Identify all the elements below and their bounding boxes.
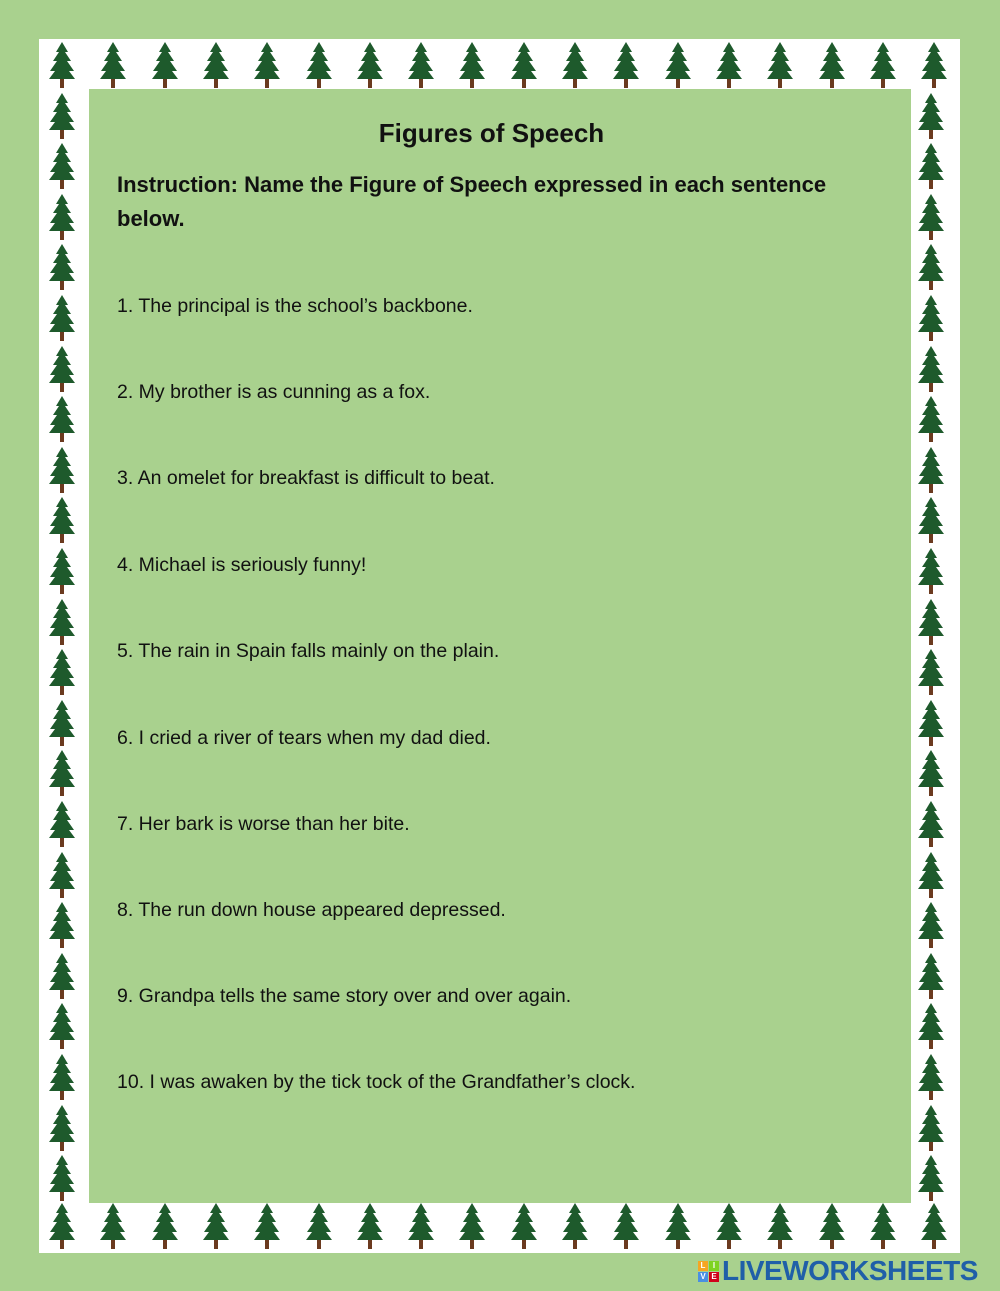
pine-tree-icon [48, 801, 76, 847]
question-1: 1. The principal is the school’s backbone. [117, 295, 473, 317]
question-10: 10. I was awaken by the tick tock of the Grandfather’s clock. [117, 1071, 636, 1093]
pine-tree-icon [917, 1105, 945, 1151]
pine-tree-icon [715, 1203, 743, 1249]
pine-tree-icon [917, 1054, 945, 1100]
liveworksheets-logo-icon [698, 1261, 719, 1282]
pine-tree-icon [407, 42, 435, 88]
pine-tree-icon [48, 42, 76, 88]
liveworksheets-logo[interactable] [698, 1254, 978, 1288]
logo-letter: E [709, 1272, 719, 1282]
pine-tree-icon [664, 1203, 692, 1249]
pine-tree-icon [917, 396, 945, 442]
question-9: 9. Grandpa tells the same story over and over again. [117, 985, 572, 1007]
pine-tree-icon [715, 42, 743, 88]
pine-tree-icon [202, 1203, 230, 1249]
pine-tree-icon [869, 1203, 897, 1249]
pine-tree-icon [917, 801, 945, 847]
pine-tree-icon [917, 244, 945, 290]
pine-tree-icon [920, 42, 948, 88]
pine-tree-icon [920, 1203, 948, 1249]
brand-name: LIVEWORKSHEETS [722, 1255, 978, 1286]
pine-tree-icon [766, 1203, 794, 1249]
pine-tree-icon [917, 447, 945, 493]
pine-tree-icon [917, 599, 945, 645]
pine-tree-icon [917, 649, 945, 695]
pine-tree-icon [48, 548, 76, 594]
pine-tree-icon [202, 42, 230, 88]
instruction-text: Instruction: Name the Figure of Speech expressed in each sentence below. [117, 172, 827, 231]
pine-tree-icon [917, 700, 945, 746]
logo-letter: V [698, 1272, 708, 1282]
pine-tree-icon [99, 42, 127, 88]
pine-tree-icon [48, 1003, 76, 1049]
pine-tree-icon [561, 42, 589, 88]
pine-tree-icon [48, 194, 76, 240]
pine-tree-icon [917, 143, 945, 189]
pine-tree-icon [48, 599, 76, 645]
pine-tree-icon [48, 447, 76, 493]
pine-tree-icon [917, 750, 945, 796]
pine-tree-icon [917, 1155, 945, 1201]
pine-tree-icon [917, 902, 945, 948]
pine-tree-icon [917, 1003, 945, 1049]
pine-tree-icon [917, 852, 945, 898]
pine-tree-icon [48, 1054, 76, 1100]
pine-tree-icon [458, 1203, 486, 1249]
pine-tree-icon [48, 852, 76, 898]
pine-tree-icon [48, 143, 76, 189]
pine-tree-icon [612, 1203, 640, 1249]
pine-tree-icon [818, 1203, 846, 1249]
pine-tree-icon [48, 295, 76, 341]
pine-tree-icon [818, 42, 846, 88]
pine-tree-icon [48, 1155, 76, 1201]
pine-tree-icon [458, 42, 486, 88]
pine-tree-icon [48, 244, 76, 290]
pine-tree-icon [305, 42, 333, 88]
pine-tree-icon [48, 700, 76, 746]
pine-tree-icon [253, 42, 281, 88]
question-5: 5. The rain in Spain falls mainly on the plain. [117, 640, 500, 662]
pine-tree-icon [48, 346, 76, 392]
pine-tree-icon [48, 649, 76, 695]
question-4: 4. Michael is seriously funny! [117, 554, 367, 576]
pine-tree-icon [869, 42, 897, 88]
pine-tree-icon [356, 42, 384, 88]
pine-tree-icon [917, 346, 945, 392]
pine-tree-icon [917, 295, 945, 341]
question-8: 8. The run down house appeared depressed. [117, 899, 506, 921]
pine-tree-icon [407, 1203, 435, 1249]
pine-tree-icon [305, 1203, 333, 1249]
pine-tree-icon [766, 42, 794, 88]
pine-tree-icon [48, 396, 76, 442]
pine-tree-icon [917, 548, 945, 594]
logo-letter: L [698, 1261, 708, 1271]
pine-tree-icon [510, 42, 538, 88]
pine-tree-icon [151, 42, 179, 88]
pine-tree-icon [48, 1203, 76, 1249]
question-7: 7. Her bark is worse than her bite. [117, 813, 410, 835]
pine-tree-icon [510, 1203, 538, 1249]
pine-tree-icon [612, 42, 640, 88]
pine-tree-icon [561, 1203, 589, 1249]
pine-tree-icon [48, 953, 76, 999]
question-3: 3. An omelet for breakfast is difficult to beat. [117, 467, 495, 489]
page-title: Figures of Speech [378, 118, 605, 148]
pine-tree-icon [917, 953, 945, 999]
logo-letter: I [709, 1261, 719, 1271]
pine-tree-icon [917, 497, 945, 543]
question-2: 2. My brother is as cunning as a fox. [117, 381, 431, 403]
pine-tree-icon [917, 194, 945, 240]
pine-tree-icon [664, 42, 692, 88]
pine-tree-icon [48, 497, 76, 543]
pine-tree-icon [48, 750, 76, 796]
pine-tree-icon [253, 1203, 281, 1249]
question-6: 6. I cried a river of tears when my dad died. [117, 727, 491, 749]
pine-tree-icon [48, 1105, 76, 1151]
pine-tree-icon [48, 902, 76, 948]
pine-tree-icon [99, 1203, 127, 1249]
pine-tree-icon [151, 1203, 179, 1249]
pine-tree-icon [356, 1203, 384, 1249]
